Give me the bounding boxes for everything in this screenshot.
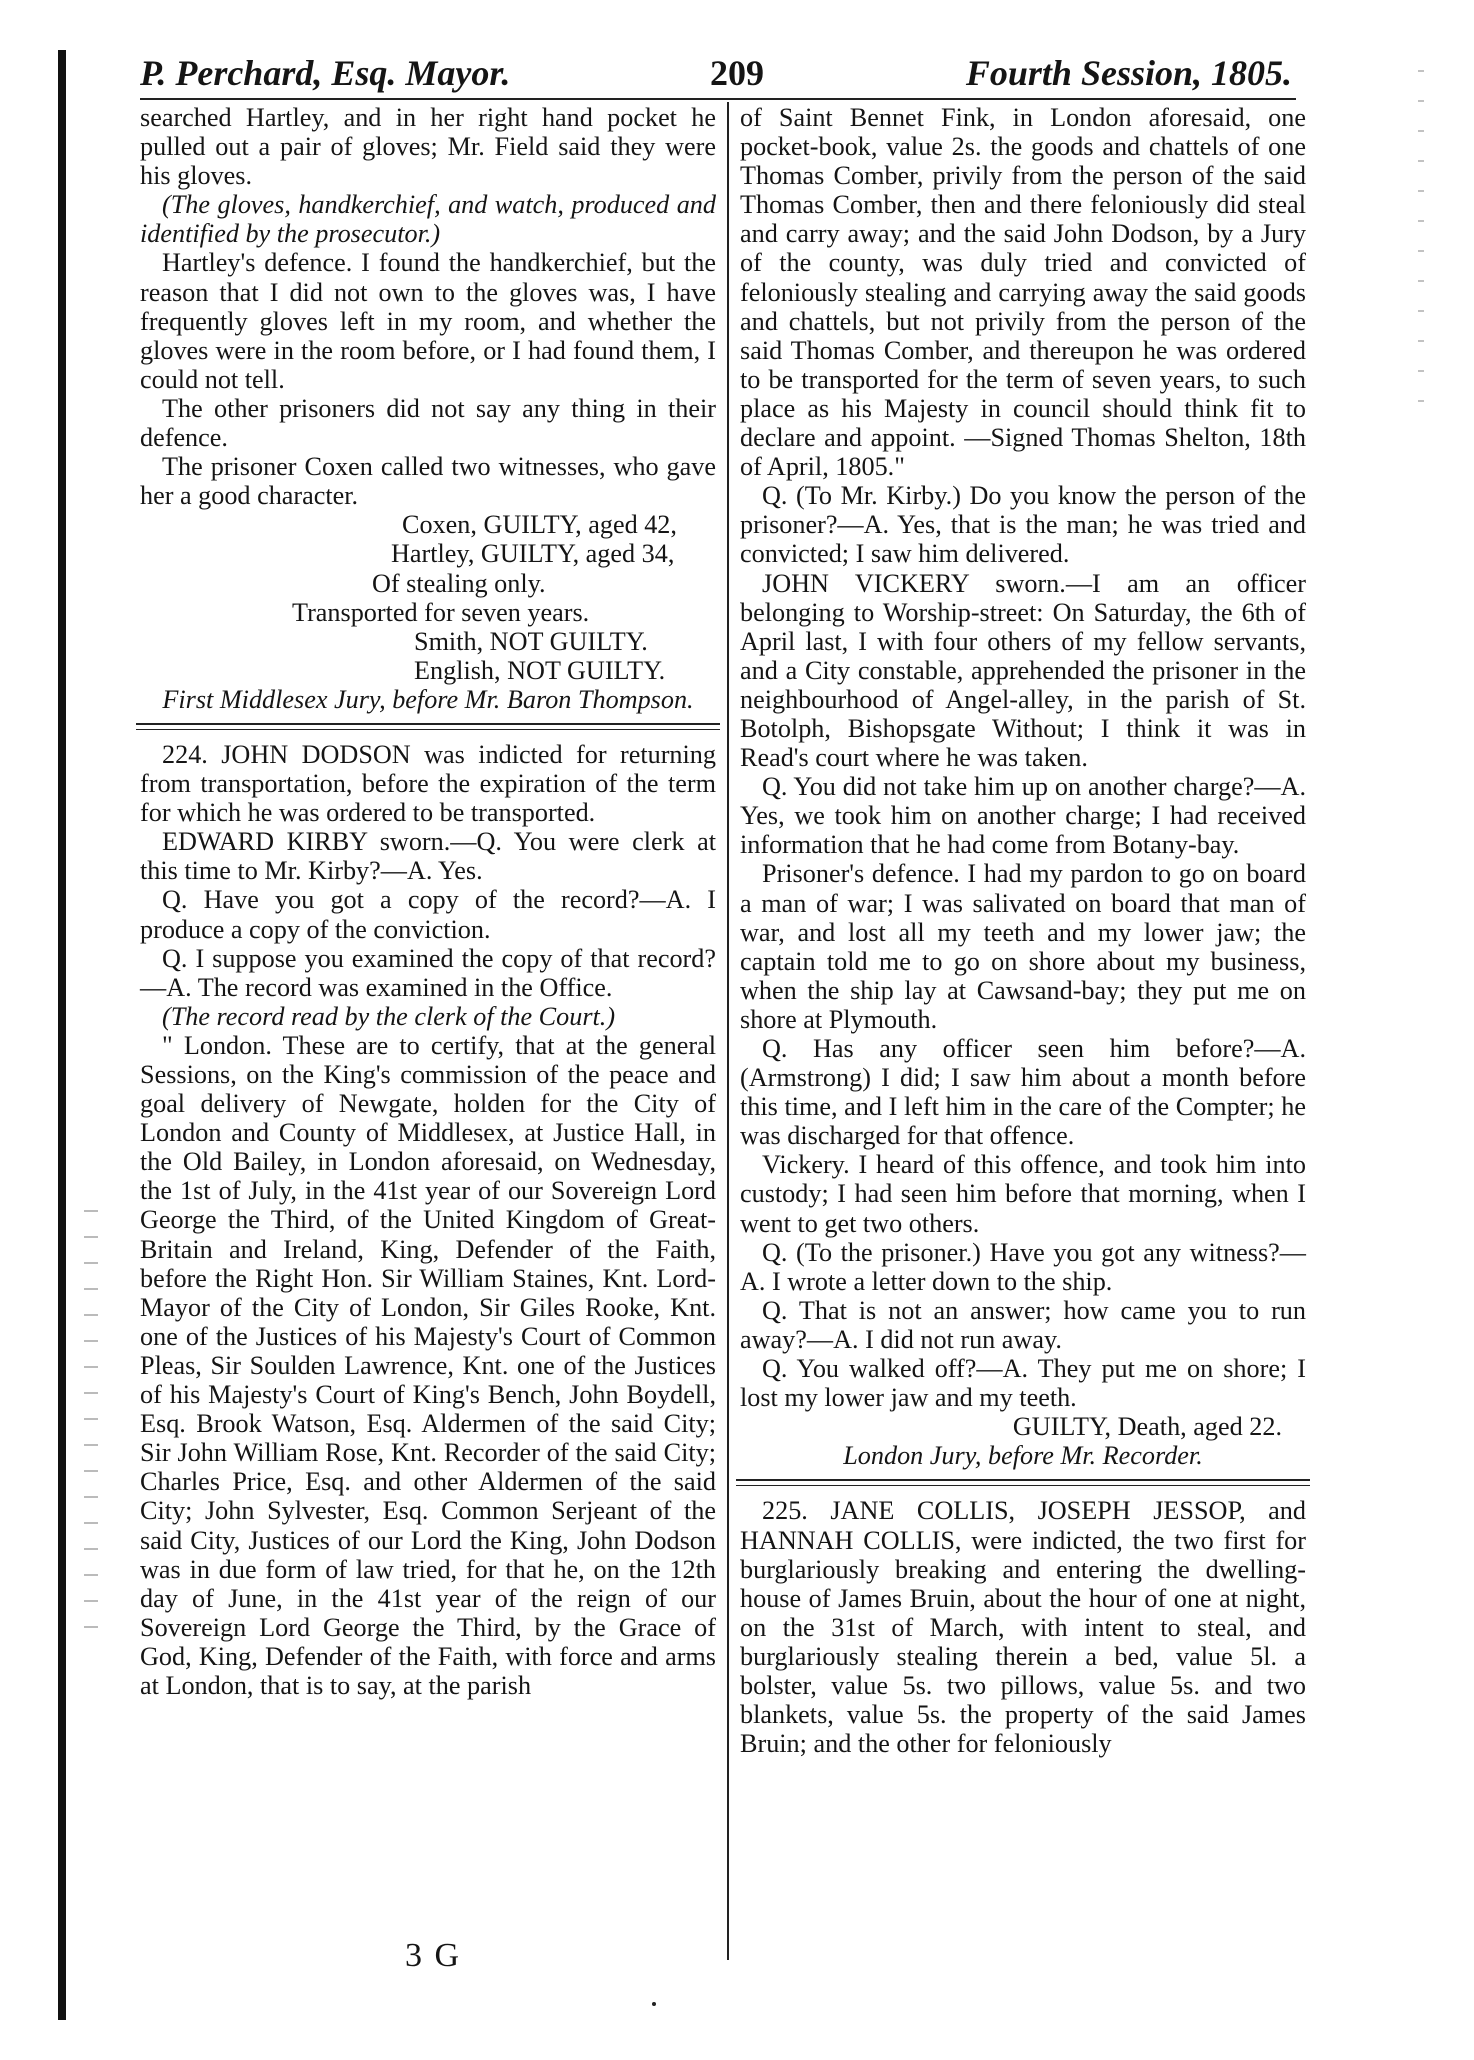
verdict-line: Hartley, GUILTY, aged 34, [391,539,675,569]
paragraph: The other prisoners did not say any thing in their defence. [140,393,716,453]
margin-specks [84,1210,98,1630]
verdict-line: Of stealing only. [372,568,546,598]
defence: Prisoner's defence. I had my pardon to go on board a man of war; I was salivated on board that man of war, and lost all my teeth and my lower jaw; the captain told me to go on shore about my business, when the ship lay at Cawsand-bay; they put me on shore at Plymouth. [740,859,1306,1034]
record-text: " London. These are to certify, that at the general Sessions, on the King's commission of the peace and goal delivery of Newgate, holden for the City of London and County of Middlesex, at Justice Hall, in the Old Bailey, in London aforesaid, on Wednesday, the 1st of July, in the 41st year of our Sovereign Lord George the Third, of the United Kingdom of Great-Britain and Ireland, King, Defender of the Faith, before the Right Hon. Sir William Staines, Knt. Lord-Mayor of the City of London, Sir Giles Rooke, Knt. one of the Justices of his Majesty's Court of Common Pleas, Sir Soulden Lawrence, Knt. one of the Justices of his Majesty's Court of King's Bench, John Boydell, Esq. Brook Watson, Esq. Aldermen of the said City; Sir John William Rose, Knt. Recorder of the said City; Charles Price, Esq. and other Aldermen of the said City; John Sylvester, Esq. Common Serjeant of the said City, Justices of our Lord the King, John Dodson was in due form of law tried, for that he, on the 12th day of June, in the 41st year of the reign of our Sovereign Lord George the Third, by the Grace of God, King, Defender of the Faith, with force and arms at London, that is to say, at the parish [140,1030,716,1700]
case-heading: 225. JANE COLLIS, JOSEPH JESSOP, and HANNAH COLLIS, were indicted, the two first for burglariously breaking and entering the dwelling-house of James Bruin, about the hour of one at night, on the 31st of March, with intent to steal, and burglariously stealing therein a bed, value 5l. a bolster, value 5s. two pillows, value 5s. and two blankets, value 5s. the property of the said James Bruin; and the other for feloniously [740,1496,1306,1759]
paragraph: searched Hartley, and in her right hand pocket he pulled out a pair of gloves; Mr. Field said they were his gloves. [140,103,716,191]
paragraph: Hartley's defence. I found the handkerchief, but the reason that I did not own to the gloves was, I have frequently gloves left in my room, and whether the gloves were in the room before, or I had found them, I could not tell. [140,248,716,394]
column-divider [727,102,729,1960]
verdict-line: Coxen, GUILTY, aged 42, [402,510,677,540]
jury-line: First Middlesex Jury, before Mr. Baron Thompson. [162,684,694,714]
header-mayor: P. Perchard, Esq. Mayor. [140,53,511,93]
right-column [740,103,1306,1758]
testimony: Q. (To the prisoner.) Have you got any witness?—A. I wrote a letter down to the ship. [740,1237,1306,1296]
header-rule [140,98,1296,100]
jury-line: London Jury, before Mr. Recorder. [843,1441,1203,1471]
testimony: Q. Has any officer seen him before?—A. (Armstrong) I did; I saw him about a month before this time, and I left him in the care of the Compter; he was discharged for that offence. [740,1034,1306,1151]
signature-mark: 3 G [405,1937,462,1974]
header-session: Fourth Session, 1805. [965,53,1292,93]
testimony: Q. You walked off?—A. They put me on shore; I lost my lower jaw and my teeth. [740,1354,1306,1413]
testimony: EDWARD KIRBY sworn.—Q. You were clerk at this time to Mr. Kirby?—A. Yes. [140,827,716,886]
testimony: Vickery. I heard of this offence, and took him into custody; I had seen him before that morning, when I went to get two others. [740,1150,1306,1238]
verdict-line: Smith, NOT GUILTY. [414,626,648,656]
testimony: JOHN VICKERY sworn.—I am an officer belonging to Worship-street: On Saturday, the 6th of April last, I with four others of my fellow servants, and a City constable, apprehended the prisoner in the neighbourhood of Angel-alley, in the parish of St. Botolph, Bishopsgate Without; I think it was in Read's court where he was taken. [740,568,1306,773]
record-text: of Saint Bennet Fink, in London aforesaid, one pocket-book, value 2s. the goods and chattels of one Thomas Comber, privily from the person of the said Thomas Comber, then and there feloniously did steal and carry away; and the said John Dodson, by a Jury of the county, was duly tried and convicted of feloniously stealing and carrying away the said goods and chattels, but not privily from the person of the said Thomas Comber, and thereupon he was ordered to be transported for the term of seven years, to such place as his Majesty in council should think fit to declare and appoint. —Signed Thomas Shelton, 18th of April, 1805." [740,103,1306,482]
testimony: Q. You did not take him up on another charge?—A. Yes, we took him on another charge; I had received information that he had come from Botany-bay. [740,772,1306,860]
case-heading: 224. JOHN DODSON was indicted for returning from transportation, before the expiration of the term for which he was ordered to be transported. [140,739,716,828]
edge-specks [1418,70,1424,430]
left-column [140,103,716,1700]
section-rule [736,1479,1310,1486]
verdict-line: English, NOT GUILTY. [414,655,666,685]
paragraph: The prisoner Coxen called two witnesses, who gave her a good character. [140,452,716,511]
verdict-line: Transported for seven years. [292,597,590,627]
testimony: Q. Have you got a copy of the record?—A. I produce a copy of the conviction. [140,885,716,944]
testimony: Q. That is not an answer; how came you to run away?—A. I did not run away. [740,1295,1306,1354]
stage-direction: (The gloves, handkerchief, and watch, produced and identified by the prosecutor.) [140,190,716,249]
stage-direction: (The record read by the clerk of the Court.) [162,1001,616,1031]
testimony: Q. (To Mr. Kirby.) Do you know the person of the prisoner?—A. Yes, that is the man; he was tried and convicted; I saw him delivered. [740,481,1306,569]
section-rule [136,723,720,730]
page-number: 209 [710,53,764,93]
ink-dot [652,2002,656,2006]
binding-edge [58,50,66,2020]
testimony: Q. I suppose you examined the copy of that record?—A. The record was examined in the Office. [140,943,716,1002]
running-header [140,52,1292,98]
verdict-line: GUILTY, Death, aged 22. [1012,1412,1282,1442]
